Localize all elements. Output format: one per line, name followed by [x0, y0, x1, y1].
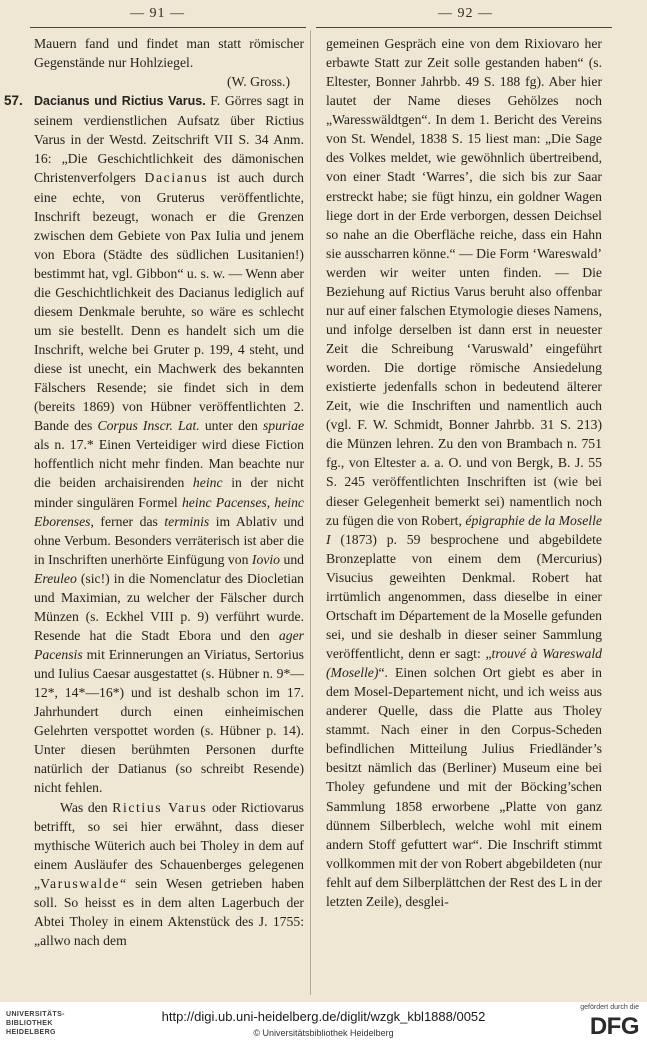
spaced-name: Dacianus [144, 170, 209, 186]
italic-run: ager Pacensis [34, 627, 304, 662]
spaced-name: Rictius Varus [112, 799, 208, 815]
text-run: gemeinen Gespräch eine von dem Rixiovaro her erbawte Statt zur Zeit solle gestanden haben“ (s. Eltester, Bonner Jahrbb. 49 S. 188 fg). Aber hier lautet der Name dieses Gehölzes noch „Waresswäldtgen“. In dem 1. Bericht des Vereins von St. Wendel, 1838 S. 15 liest man: „Die Sage des Volkes meldet, wie gewöhnlich übertreibend, von einer Stadt ‘Warres’, die sich bis zur Saar erstreckt habe; sie fügt hinzu, ein goldner Wagen liege dort in der Erde verborgen, dessen Deichsel so nahe an die Oberfläche reiche, dass ein Hahn sie ausscharren könne.“ — Die Form ‘Wareswald’ werden wir weiter unten finden. — Die Beziehung auf Rictius Varus beruht also offenbar nur auf einer falschen Etymologie dieses Namens, und infolge derselben ist dann erst in neuester Zeit die Schreibung ‘Varuswald’ eingeführt worden. Die dortige römische Ansiedelung existierte jedenfalls schon in bedeutend älterer Zeit, wie die Inschriften und namentlich auch (vgl. F. W. Schmidt, Bonner Jahrbb. 31 S. 213) die Münzen lehren. Zu den von Brambach n. 751 fg., von Eltester a. a. O. und von Bergk, B. J. 55 S. 245 veröffentlichten Inschriften ist (wie bei dieser Gelegenheit bemerkt sei) namentlich noch zu fügen die von Robert, [326, 36, 602, 528]
left-column [4, 34, 305, 950]
viewer-footer [0, 1002, 647, 1045]
italic-run: spuriae [262, 418, 305, 434]
page-number-right: — 92 — [438, 6, 493, 21]
italic-run: terminis [164, 513, 210, 529]
italic-run: trouvé à Wareswald (Moselle) [326, 646, 602, 681]
page-number-left: — 91 — [130, 6, 185, 21]
text-run: im Ablativ und ohne Verbum. Besonders verräterisch ist aber die in Inschriften unerhörte Einfügung von [34, 513, 304, 567]
varus-paragraph [34, 798, 304, 951]
author-signature: (W. Gross.) [227, 74, 290, 90]
italic-run: Corpus Inscr. Lat. [97, 418, 200, 434]
spaced-name: Varuswalde [40, 875, 120, 891]
right-column [326, 34, 602, 911]
entry-57-paragraph [4, 91, 305, 797]
source-url-link[interactable]: http://digi.ub.uni-heidelberg.de/diglit/wzgk_kbl1888/0052 [161, 1009, 486, 1024]
text-run: als n. 17.* Einen Verteidiger wird diese Fiction hoffentlich nicht mehr finden. Man beachte nur die beiden archaisirenden [34, 437, 304, 491]
text-run: oder Rictiovarus betrifft, so sei hier erwähnt, dass dieser mythische Wüterich auch bei Tholey in dem auf einem Ausläufer des Schauenberges gelegenen „ [34, 799, 304, 891]
entry-title: Dacianus und Rictius Varus. [34, 94, 206, 109]
carry-over-paragraph: Mauern fand und findet man statt römischer Gegenstände nur Hohlziegel. [34, 36, 304, 71]
text-run: “. Einen solchen Ort giebt es aber in dem Mosel-Departement nicht, und ich weiss aus anderer Quelle, dass die Platte aus Tholey stammt. Nach einer in den Corpus-Scheden befindlichen Mitteilung Julius Friedländer’s besitzt nämlich das (Berliner) Museum eine bei Tholey gefundene und mit der Böcking’schen Sammlung 1858 erworbene „Platte von ganz dünnem Silberblech, welche wohl mit einem andern Stoff gefuttert war“. Die Inschrift stimmt vollkommen mit der von Robert abgebildeten (nur fehlt auf dem Silberplättchen der Rest des L in der letzten Zeile), desglei- [326, 665, 602, 909]
header-rule-left [30, 27, 306, 28]
text-run: in der nicht minder singulären Formel [34, 475, 304, 510]
right-paragraph [326, 34, 602, 911]
text-run: und [280, 551, 305, 567]
text-run: “ sein Wesen getrieben haben soll. So heisst es in dem alten Lagerbuch der Abtei Tholey in einem Aktenstück des J. 1755: „allwo nach dem [34, 875, 304, 948]
text-run: (1873) p. 59 besprochene und abgebildete Bronzeplatte von einem dem (Mercurius) Visucius geweihten Denkmal. Robert hat irrtümlich angenommen, dass dieselbe in einer Ortschaft im Département de la Moselle gefunden sei, und sie deshalb in dieser seiner Sammlung veröffentlicht, denn er sagt: „ [326, 531, 602, 661]
text-run: unter den [199, 418, 263, 434]
italic-run: Iovio [251, 551, 281, 567]
text-run: mit Erinnerungen an Viriatus, Sertorius und Iulius Caesar ausgestattet (s. Hübner n. 9*—12*, 14*—16*) und ist deshalb schon im 17. Jahrhundert durch einen einheimischen Gelehrten verspottet worden (s. Hübner p. 14). Unter diesen berühmten Personen durfte natürlich der Datianus (so schreibt Resende) nicht fehlen. [34, 647, 304, 796]
library-name-line: UNIVERSITÄTS- [6, 1011, 65, 1018]
library-name-line: HEIDELBERG [6, 1029, 56, 1036]
italic-run: heinc [192, 475, 223, 491]
dfg-logo[interactable]: DFG [589, 1013, 639, 1040]
text-run: Was den [60, 799, 113, 815]
italic-run: heinc Pacenses, heinc Eborenses, [34, 494, 304, 529]
text-run: ferner das [93, 513, 165, 529]
funding-note: gefördert durch die [580, 1004, 639, 1011]
library-name-line: BIBLIOTHEK [6, 1020, 53, 1027]
entry-number: 57. [4, 93, 23, 109]
copyright-notice: © Universitätsbibliothek Heidelberg [253, 1028, 394, 1038]
column-divider [310, 30, 311, 995]
text-run: F. Görres sagt in seinem verdienstlichen Aufsatz über Rictius Varus in der Westd. Zeitschrift VII S. 34 Anm. 16: „Die Geschichtlichkeit des dämonischen Christenverfolgers [34, 93, 304, 186]
header-rule-right [316, 27, 612, 28]
italic-run: épigraphie de la Moselle I [326, 512, 602, 547]
italic-run: Ereuleo [34, 570, 77, 586]
text-run: (sic!) in die Nomenclatur des Diocletian und Maximian, zu welcher der Fälscher durch Münzen (s. Eckhel VIII p. 9) verführt wurde. Resende hat die Stadt Ebora und den [34, 570, 304, 643]
text-run: ist auch durch eine echte, von Gruterus veröffentlichte, Inschrift bezeugt, wonach er die Grenzen zwischen dem Gebiete von Pax Iulia und jenem von Ebora (Städte des südlichen Lusitanien!) bestimmt hat, vgl. Gibbon“ u. s. w. — Wenn aber die Geschichtlichkeit des Dacianus lediglich auf diesem Denkmale beruhte, so wäre es schlecht um sie bestellt. Denn es handelt sich um die Inschrift, welche bei Gruter p. 199, 4 steht, und diese ist unecht, ein Machwerk des bekannten Fälschers Resende; sie findet sich in dem (bereits 1869) von Hübner veröffentlichten 2. Bande des [34, 170, 304, 434]
